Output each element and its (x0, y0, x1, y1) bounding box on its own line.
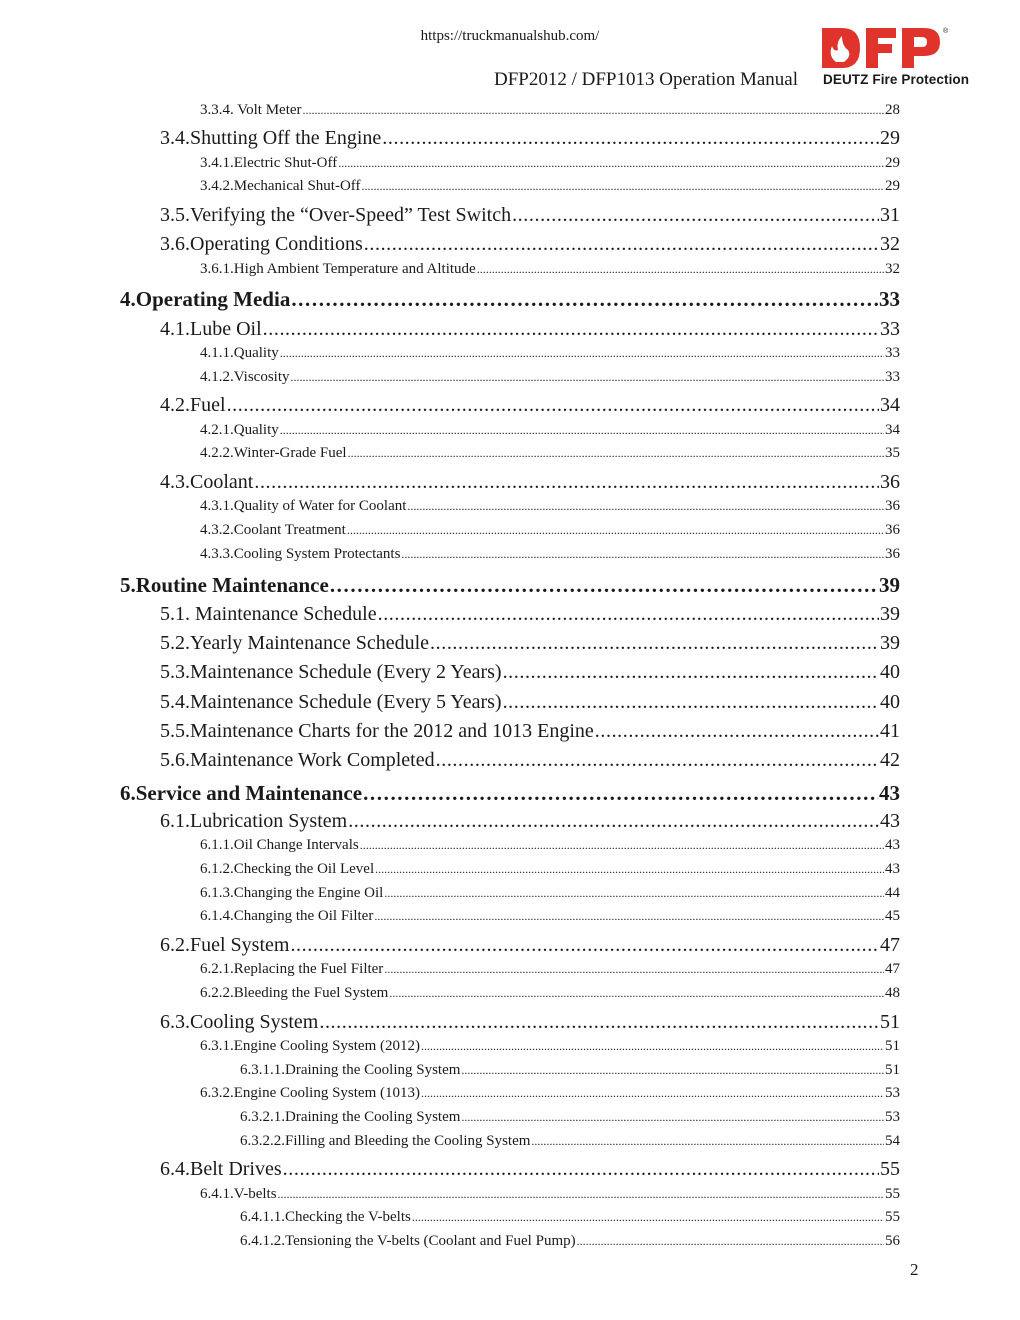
toc-entry-title: 6.3.1.Engine Cooling System (2012) (200, 1038, 420, 1054)
toc-dot-leader (360, 838, 884, 853)
toc-entry[interactable] (160, 749, 900, 772)
toc-entry-title: 6.1.3.Changing the Engine Oil (200, 885, 384, 901)
toc-dot-leader (280, 423, 884, 438)
toc-entry-title: 6.3.2.2.Filling and Bleeding the Cooling System (240, 1133, 531, 1149)
toc-dot-leader (412, 1210, 884, 1225)
toc-entry[interactable] (200, 369, 900, 386)
toc-entry-page: 29 (885, 155, 900, 171)
toc-entry[interactable] (240, 1233, 900, 1250)
toc-entry[interactable] (160, 632, 900, 655)
toc-dot-leader (330, 573, 878, 598)
toc-dot-leader (283, 1158, 879, 1181)
toc-dot-leader (436, 749, 879, 772)
toc-dot-leader (362, 179, 884, 194)
toc-entry-title: 4.Operating Media (120, 287, 291, 311)
toc-dot-leader (382, 127, 879, 150)
toc-entry-page: 51 (885, 1038, 900, 1054)
toc-entry[interactable] (160, 318, 900, 341)
toc-entry[interactable] (200, 908, 900, 925)
page-number: 2 (910, 1260, 919, 1279)
toc-entry[interactable] (200, 861, 900, 878)
toc-dot-leader (378, 603, 879, 626)
toc-dot-leader (227, 394, 879, 417)
toc-dot-leader (577, 1234, 884, 1249)
toc-entry[interactable] (160, 934, 900, 957)
toc-entry-page: 32 (885, 261, 900, 277)
toc-dot-leader (503, 691, 879, 714)
toc-entry-title: 6.3.2.Engine Cooling System (1013) (200, 1085, 420, 1101)
toc-dot-leader (595, 720, 879, 743)
toc-dot-leader (421, 1086, 884, 1101)
toc-entry-title: 3.5.Verifying the “Over-Speed” Test Switch (160, 204, 512, 226)
toc-dot-leader (384, 886, 884, 901)
toc-entry[interactable] (240, 1062, 900, 1079)
toc-entry-page: 47 (880, 934, 900, 956)
toc-entry-page: 43 (879, 781, 900, 805)
toc-entry-title: 6.1.4.Changing the Oil Filter (200, 908, 374, 924)
toc-entry-title: 5.Routine Maintenance (120, 573, 329, 597)
toc-dot-leader (389, 986, 884, 1001)
toc-entry[interactable] (160, 471, 900, 494)
toc-entry-title: 3.4.1.Electric Shut-Off (200, 155, 338, 171)
toc-entry[interactable] (160, 661, 900, 684)
toc-entry[interactable] (200, 498, 900, 515)
toc-entry-page: 33 (885, 345, 900, 361)
toc-entry-title: 4.3.1.Quality of Water for Coolant (200, 498, 407, 514)
toc-entry[interactable] (200, 1186, 900, 1203)
toc-entry-page: 45 (885, 908, 900, 924)
source-url: https://truckmanualshub.com/ (420, 28, 600, 44)
toc-entry-title: 6.1.2.Checking the Oil Level (200, 861, 375, 877)
toc-entry[interactable] (200, 885, 900, 902)
toc-entry[interactable] (160, 1158, 900, 1181)
toc-entry[interactable] (160, 204, 900, 227)
toc-entry-title: 6.4.1.1.Checking the V-belts (240, 1209, 411, 1225)
toc-entry[interactable] (160, 603, 900, 626)
toc-entry[interactable] (200, 546, 900, 563)
toc-entry-page: 41 (880, 720, 900, 742)
toc-entry-page: 43 (885, 837, 900, 853)
toc-dot-leader (421, 1039, 884, 1054)
toc-entry-page: 36 (885, 546, 900, 562)
toc-entry-title: 3.6.1.High Ambient Temperature and Altitude (200, 261, 476, 277)
toc-entry[interactable] (200, 261, 900, 278)
toc-entry[interactable] (200, 155, 900, 172)
toc-entry-title: 4.2.1.Quality (200, 422, 279, 438)
toc-entry-title: 6.2.Fuel System (160, 934, 290, 956)
toc-entry-title: 6.3.2.1.Draining the Cooling System (240, 1109, 461, 1125)
toc-entry-page: 29 (880, 127, 900, 149)
toc-entry-title: 4.2.2.Winter-Grade Fuel (200, 445, 347, 461)
toc-entry-page: 35 (885, 445, 900, 461)
toc-entry[interactable] (160, 720, 900, 743)
toc-entry[interactable] (200, 522, 900, 539)
toc-entry-title: 6.1.Lubrication System (160, 810, 348, 832)
toc-entry-title: 4.1.1.Quality (200, 345, 279, 361)
toc-entry-page: 39 (879, 573, 900, 597)
toc-entry-page: 48 (885, 985, 900, 1001)
toc-entry-title: 4.2.Fuel (160, 394, 226, 416)
toc-entry-title: 6.3.Cooling System (160, 1011, 319, 1033)
toc-entry-page: 33 (879, 287, 900, 311)
logo-text: DEUTZ Fire Protection (823, 72, 970, 87)
toc-entry-title: 3.6.Operating Conditions (160, 233, 363, 255)
toc-entry-page: 32 (880, 233, 900, 255)
toc-entry-page: 28 (885, 102, 900, 118)
toc-entry[interactable] (200, 837, 900, 854)
toc-entry[interactable] (120, 287, 900, 312)
toc-entry-title: 3.4.Shutting Off the Engine (160, 127, 382, 149)
toc-entry-title: 5.6.Maintenance Work Completed (160, 749, 435, 771)
toc-dot-leader (430, 632, 879, 655)
toc-entry[interactable] (240, 1209, 900, 1226)
toc-entry-page: 53 (885, 1085, 900, 1101)
toc-dot-leader (384, 962, 884, 977)
toc-dot-leader (461, 1110, 884, 1125)
toc-entry-title: 5.5.Maintenance Charts for the 2012 and 1013 Engine (160, 720, 594, 742)
toc-entry-page: 36 (885, 522, 900, 538)
toc-entry-page: 56 (885, 1233, 900, 1249)
toc-entry[interactable] (160, 233, 900, 256)
toc-dot-leader (254, 471, 879, 494)
toc-entry[interactable] (240, 1109, 900, 1126)
toc-dot-leader (512, 204, 879, 227)
toc-entry-page: 44 (885, 885, 900, 901)
toc-entry-title: 6.1.1.Oil Change Intervals (200, 837, 359, 853)
toc-dot-leader (375, 862, 884, 877)
toc-dot-leader (477, 262, 884, 277)
toc-entry-title: 4.1.Lube Oil (160, 318, 262, 340)
toc-dot-leader (280, 346, 884, 361)
toc-entry-page: 39 (880, 632, 900, 654)
toc-entry-page: 36 (880, 471, 900, 493)
toc-dot-leader (291, 287, 878, 312)
toc-entry-title: 5.4.Maintenance Schedule (Every 5 Years) (160, 691, 502, 713)
toc-entry-page: 34 (880, 394, 900, 416)
toc-entry[interactable] (200, 961, 900, 978)
toc-entry-title: 6.3.1.1.Draining the Cooling System (240, 1062, 461, 1078)
toc-entry[interactable] (160, 1011, 900, 1034)
toc-dot-leader (291, 370, 884, 385)
toc-dot-leader (347, 523, 884, 538)
toc-entry-title: 4.1.2.Viscosity (200, 369, 290, 385)
toc-entry-page: 51 (885, 1062, 900, 1078)
toc-entry-page: 33 (885, 369, 900, 385)
toc-dot-leader (461, 1063, 884, 1078)
toc-entry-page: 39 (880, 603, 900, 625)
toc-entry-page: 36 (885, 498, 900, 514)
toc-dot-leader (303, 103, 884, 118)
toc-entry[interactable] (240, 1133, 900, 1150)
toc-entry-page: 42 (880, 749, 900, 771)
toc-entry-title: 4.3.2.Coolant Treatment (200, 522, 346, 538)
toc-dot-leader (263, 318, 879, 341)
toc-entry[interactable] (160, 810, 900, 833)
toc-dot-leader (364, 233, 879, 256)
toc-entry[interactable] (200, 985, 900, 1002)
toc-dot-leader (363, 781, 878, 806)
toc-entry-page: 54 (885, 1133, 900, 1149)
toc-entry-title: 6.2.1.Replacing the Fuel Filter (200, 961, 384, 977)
toc-entry[interactable] (160, 127, 900, 150)
toc-entry-page: 33 (880, 318, 900, 340)
toc-entry-title: 4.3.3.Cooling System Protectants (200, 546, 401, 562)
toc-entry[interactable] (120, 781, 900, 806)
toc-entry[interactable] (200, 102, 900, 119)
toc-entry-page: 55 (885, 1186, 900, 1202)
toc-dot-leader (531, 1134, 884, 1149)
toc-entry[interactable] (120, 573, 900, 598)
toc-entry-page: 51 (880, 1011, 900, 1033)
toc-entry[interactable] (200, 1038, 900, 1055)
toc-dot-leader (338, 156, 884, 171)
svg-text:®: ® (943, 28, 949, 35)
toc-entry-page: 43 (885, 861, 900, 877)
toc-dot-leader (319, 1011, 879, 1034)
toc-entry[interactable] (200, 445, 900, 462)
toc-entry[interactable] (200, 1085, 900, 1102)
toc-entry-title: 5.3.Maintenance Schedule (Every 2 Years) (160, 661, 502, 683)
toc-dot-leader (374, 909, 884, 924)
toc-dot-leader (401, 547, 884, 562)
toc-dot-leader (278, 1187, 884, 1202)
toc-entry-title: 6.4.Belt Drives (160, 1158, 282, 1180)
toc-entry-page: 47 (885, 961, 900, 977)
toc-entry-title: 6.Service and Maintenance (120, 781, 363, 805)
toc-entry-title: 3.3.4. Volt Meter (200, 102, 302, 118)
toc-dot-leader (503, 661, 879, 684)
toc-entry-page: 29 (885, 178, 900, 194)
toc-entry-page: 55 (880, 1158, 900, 1180)
toc-entry-page: 40 (880, 661, 900, 683)
toc-dot-leader (290, 934, 879, 957)
toc-entry-title: 6.4.1.2.Tensioning the V-belts (Coolant and Fuel Pump) (240, 1233, 576, 1249)
toc-entry[interactable] (200, 422, 900, 439)
toc-entry-page: 55 (885, 1209, 900, 1225)
toc-entry-title: 3.4.2.Mechanical Shut-Off (200, 178, 361, 194)
toc-entry-title: 5.1. Maintenance Schedule (160, 603, 377, 625)
toc-dot-leader (407, 499, 884, 514)
toc-entry-title: 5.2.Yearly Maintenance Schedule (160, 632, 430, 654)
manual-title: DFP2012 / DFP1013 Operation Manual (494, 69, 798, 90)
toc-entry[interactable] (200, 345, 900, 362)
toc-entry-title: 6.4.1.V-belts (200, 1186, 277, 1202)
toc-dot-leader (348, 446, 884, 461)
toc-entry-page: 53 (885, 1109, 900, 1125)
toc-entry-page: 43 (880, 810, 900, 832)
toc-entry-title: 6.2.2.Bleeding the Fuel System (200, 985, 389, 1001)
toc-entry-title: 4.3.Coolant (160, 471, 254, 493)
toc-entry[interactable] (160, 394, 900, 417)
toc-entry[interactable] (200, 178, 900, 195)
toc-entry[interactable] (160, 691, 900, 714)
toc-entry-page: 34 (885, 422, 900, 438)
toc-entry-page: 31 (880, 204, 900, 226)
toc-dot-leader (348, 810, 879, 833)
toc-entry-page: 40 (880, 691, 900, 713)
